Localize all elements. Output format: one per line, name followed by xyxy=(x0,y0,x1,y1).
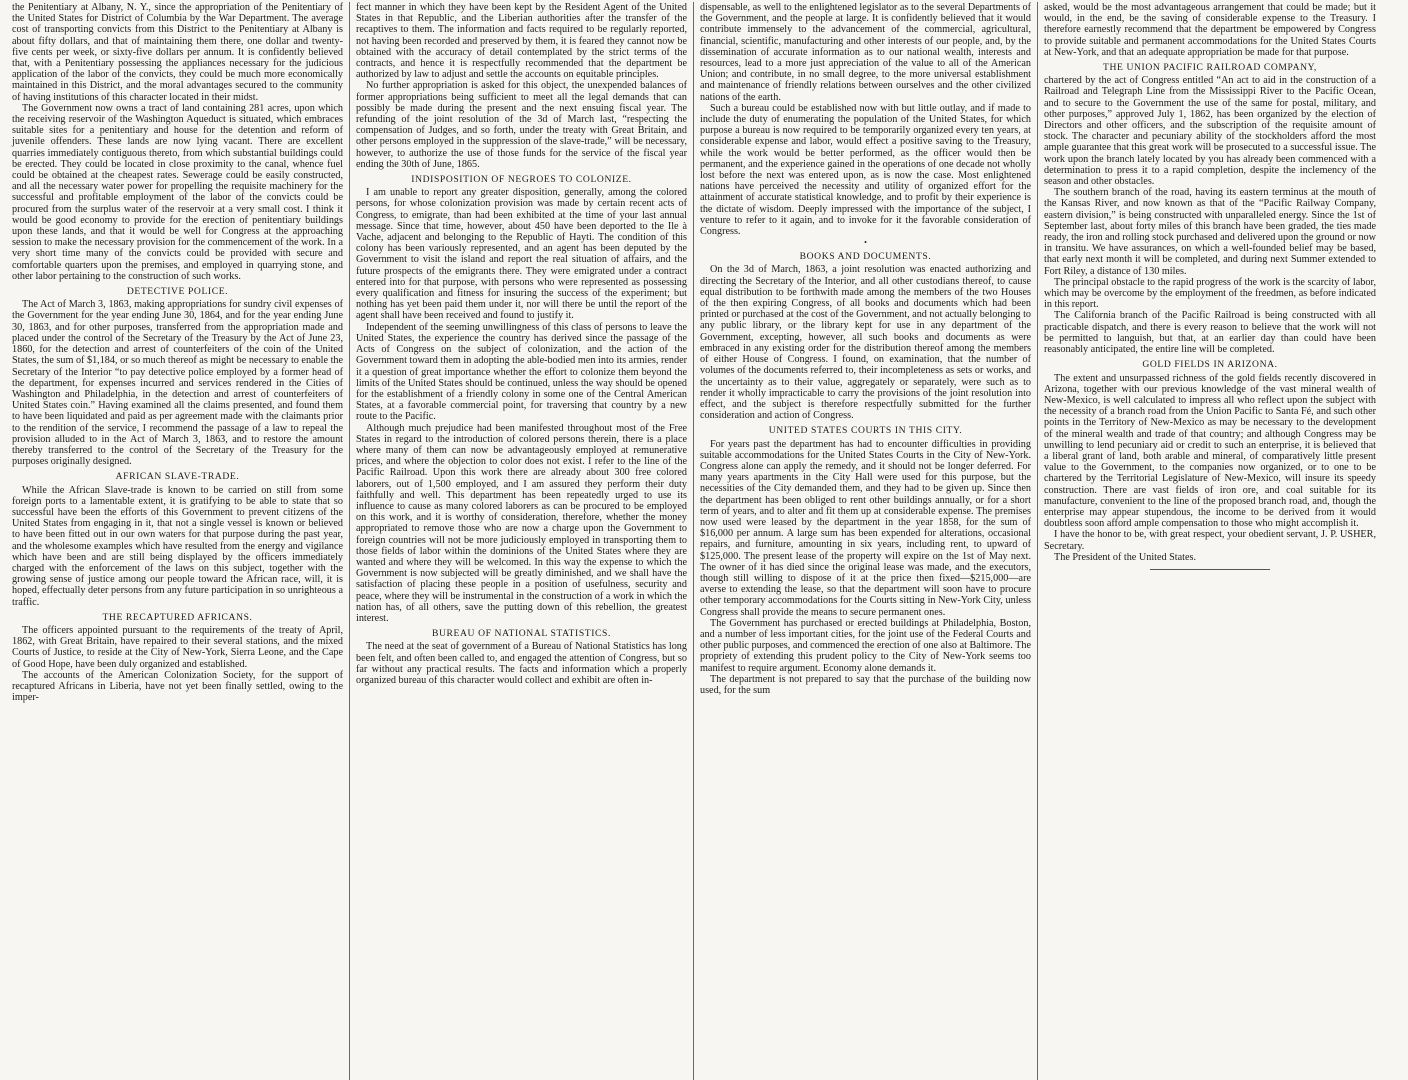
column-2 xyxy=(350,2,694,1080)
paragraph: Independent of the seeming unwillingness of this class of persons to leave the United States, the experience the country has derived since the passage of the Acts of Congress on the subject of colonization, and the action of the Government toward them in adopting the able-bodied men into its armies, render it a question of great importance whether the effort to colonize them beyond the limits of the United States should be continued, unless the way should be opened for the establishment of a friendly colony in some one of the Central American States, at a favorable commercial point, for traversing that country by a new route to the Pacific. xyxy=(356,321,687,423)
paragraph: I have the honor to be, with great respect, your obedient servant, J. P. USHER, Secretary. xyxy=(1044,529,1376,552)
paragraph: The officers appointed pursuant to the requirements of the treaty of April, 1862, with Great Britain, have repaired to their several stations, and the mixed Courts of Justice, to reside at the City of New-York, Sierra Leone, and the Cape of Good Hope, have been duly organized and established. xyxy=(12,624,343,670)
paragraph: fect manner in which they have been kept by the Resident Agent of the United States in that Republic, and the Liberian authorities after the transfer of the recaptives to them. The information and facts required to be regularly reported, not having been recorded and preserved by them, it is feared they cannot now be obtained with the accuracy of detail contemplated by the strict terms of the contracts, and hence it is respectfully recommended that the department be authorized by law to adjust and settle the accounts on equitable principles. xyxy=(356,2,687,81)
section-dot: • xyxy=(864,238,867,248)
paragraph: Although much prejudice had been manifested throughout most of the Free States in regard to the introduction of colored persons therein, there is a place where many of them can now be advantageously employed at remunerative prices, and where the objection to color does not exist. I refer to the line of the Pacific Railroad. Upon this work there are already about 300 free colored laborers, out of 1,500 employed, and I am assured they perform their duty faithfully and well. This department has been repeatedly urged to use its influence to cause as many colored laborers as can be procured to be employed on this work, and it is worthy of consideration, therefore, whether the money appropriated to remove those who are now a charge upon the Government to foreign countries will not be more judiciously employed in transporting them to those fields of labor within the dominions of the United States where they are wanted and where they will be welcomed. In this way the expense to which the Government is now subjected will be greatly diminished, and we shall have the satisfaction of placing these people in a position of usefulness, security and peace, where they will be instrumental in the construction of a work in which the nation has, of all others, save the putting down of this rebellion, the greatest interest. xyxy=(356,422,687,624)
column-4 xyxy=(1038,2,1382,1080)
paragraph: I am unable to report any greater disposition, generally, among the colored persons, for whose colonization provision was made by certain recent acts of Congress, to emigrate, than had been exhibited at the time of your last annual message. Since that time, however, about 450 have been deported to the Ile à Vache, adjacent and belonging to the Republic of Hayti. The condition of this colony has been variously represented, and an agent has been deputed by the Government to visit the island and report the real situation of affairs, and the future prospects of the emigrants there. They were emigrated under a contract entered into for that purpose, with persons who were represented as possessing every qualification and fitness for insuring the success of the experiment; but nothing has yet been paid them under it, nor will there be until the report of the agent shall have been received and found to justify it. xyxy=(356,187,687,322)
paragraph: chartered by the act of Congress entitled “An act to aid in the construction of a Railroad and Telegraph Line from the Mississippi River to the Pacific Ocean, and to secure to the Government the use of the same for postal, military, and other purposes,” approved July 1, 1862, has been organized by the election of Directors and other officers, and the subscription of the requisite amount of stock. The character and pecuniary ability of the stockholders afford the most ample guarantee that this great work will be prosecuted to a successful issue. The work upon the branch lately located by you has already been commenced with a determination to press it to a rapid completion, despite the inclemency of the season and other obstacles. xyxy=(1044,75,1376,188)
paragraph: The department is not prepared to say that the purchase of the building now used, for the sum xyxy=(700,673,1031,696)
paragraph: The California branch of the Pacific Railroad is being constructed with all practicable dispatch, and there is every reason to believe that the work will not be permitted to languish, but that, at an earlier day than could have been reasonably anticipated, the entire line will be completed. xyxy=(1044,310,1376,356)
paragraph: The need at the seat of government of a Bureau of National Statistics has long been felt, and often been called to, and engaged the attention of Congress, but so far without any practical results. The facts and information which a properly organized bureau of this character would collect and exhibit are often in- xyxy=(356,641,687,686)
section-heading: DETECTIVE POLICE. xyxy=(126,286,229,298)
paragraph: asked, would be the most advantageous arrangement that could be made; but it would, in the end, be the saving of considerable expense to the Treasury. I therefore earnestly recommend that the department be empowered by Congress to provide suitable and permanent accommodations for the United States Courts at New-York, and that an adequate appropriation be made for that purpose. xyxy=(1044,2,1376,58)
paragraph: Such a bureau could be established now with but little outlay, and if made to include the duty of enumerating the population of the United States, for which purpose a bureau is now required to be temporarily organized every ten years, at considerable expense and labor, would effect a positive saving to the Treasury, while the work would be better performed, as the officer would then be permanent, and the experience gained in the operations of one decade not wholly lost before the next was entered upon, as is now the case. Most enlightened nations have perceived the necessity and utility of organized effort for the attainment of accurate statistical knowledge, and to profit by their experience is the dictate of wisdom. Deeply impressed with the importance of the subject, I venture to refer to it again, and to invoke for it the favorable consideration of Congress. xyxy=(700,102,1031,238)
end-rule xyxy=(1150,569,1270,570)
paragraph: The Act of March 3, 1863, making appropriations for sundry civil expenses of the Government for the year ending June 30, 1864, and for the year ending June 30, 1863, and for other purposes, transferred from the appropriation made and placed under the control of the Secretary of the Treasury by the Act of June 23, 1860, for the detection and arrest of counterfeiters of the coin of the United States, the sum of $1,184, or so much thereof as might be necessary to enable the Secretary of the Interior “to pay detective police employed by a former head of the department, for expenses incurred and services rendered in the Cities of Washington and Philadelphia, in the detection and arrest of counterfeiters of United States coin.” Having examined all the claims presented, and found them to have been liquidated and paid as per agreement made with the claimants prior to the rendition of the service, I recommend the passage of a law to repeal the provision alluded to in the Act of March 3, 1863, and to restore the amount thereby transferred to the control of the Secretary of the Treasury for the purposes originally designed. xyxy=(12,299,344,468)
paragraph: The southern branch of the road, having its eastern terminus at the mouth of the Kansas River, and now known as that of the “Pacific Railway Company, eastern division,” is being constructed with unparalleled energy. Since the 1st of September last, about forty miles of this branch have been graded, the ties made ready, the iron and rolling stock purchased and delivered upon the ground or now in transitu. We have assurances, on which a well-founded belief may be based, that early next month it will be completed, and during next Summer extended to Fort Riley, a distance of 130 miles. xyxy=(1044,187,1376,277)
section-heading: INDISPOSITION OF NEGROES TO COLONIZE. xyxy=(411,174,632,186)
section-heading: AFRICAN SLAVE-TRADE. xyxy=(115,471,240,483)
paragraph: The principal obstacle to the rapid progress of the work is the scarcity of labor, which may be overcome by the employment of the freedmen, as before indicated in this report. xyxy=(1044,276,1376,311)
paragraph: The accounts of the American Colonization Society, for the support of recaptured Africans in Liberia, have not yet been finally settled, owing to the imper- xyxy=(12,669,343,704)
section-heading: GOLD FIELDS IN ARIZONA. xyxy=(1142,359,1278,371)
paragraph: For years past the department has had to encounter difficulties in providing suitable accommodations for the United States Courts in the City of New-York. Congress alone can apply the remedy, and it should not be longer deferred. For many years apartments in the City Hall were used for this purpose, but the necessities of the City demanded them, and they had to be given up. Since then the department has been obliged to rent other buildings annually, or for a short term of years, and to alter and fit them up at considerable expense. The premises now used were leased by the department in the year 1858, for the sum of $16,000 per annum. A large sum has been expended for alterations, occasional repairs, and furniture, amounting in six years, including rent, to upward of $125,000. The present lease of the property will expire on the 1st of May next. The owner of it has died since the original lease was made, and the executors, though still willing to dispose of it at the price then fixed—$215,000—are averse to extending the lease, so that the department will soon have to procure other temporary accommodations for the Courts sitting in New-York City, unless Congress shall provide the means to secure permanent ones. xyxy=(700,438,1031,618)
paragraph: The Government has purchased or erected buildings at Philadelphia, Boston, and a number of less important cities, for the joint use of the Federal Courts and other public purposes, and commenced the erection of one also at Baltimore. The propriety of extending this prudent policy to the City of New-York seems too manifest to require argument. Economy alone demands it. xyxy=(700,617,1031,674)
section-heading: BUREAU OF NATIONAL STATISTICS. xyxy=(432,628,611,640)
column-1 xyxy=(6,2,350,1080)
paragraph: The President of the United States. xyxy=(1054,551,1197,563)
paragraph: dispensable, as well to the enlightened legislator as to the several Departments of the Government, and the people at large. It is confidently believed that it would contribute immensely to the advancement of the commercial, agricultural, financial, scientific, manufacturing and other interests of our people, and, by the dissemination of accurate information as to our national wealth, interests and resources, lead to a more just appreciation of the value to all of the American Union; and contribute, in no small degree, to the more universal establishment and maintenance of friendly relations between ourselves and the other civilized nations of the earth. xyxy=(700,2,1031,103)
paragraph: the Penitentiary at Albany, N. Y., since the appropriation of the Penitentiary of the United States for District of Columbia by the War Department. The average cost of transporting convicts from this District to the Penitentiary at Albany is about fifty dollars, and that of maintaining them there, one dollar and twenty-five cents per week, or sixty-five dollars per annum. It is confidently believed that, with a Penitentiary possessing the appliances necessary for the judicious application of the labor of the convicts, they could be much more economically maintained in this District, and the moral advantages secured to the community of having institutions of this character located in their midst. xyxy=(12,2,343,103)
paragraph: No further appropriation is asked for this object, the unexpended balances of former appropriations being sufficient to meet all the legal demands that can possibly be made during the present and the next ensuing fiscal year. The refunding of the joint resolution of the 3d of March last, “respecting the compensation of Judges, and so forth, under the treaty with Great Britain, and other persons employed in the suppression of the slave-trade,” will be necessary, however, to authorize the use of those funds for the service of the fiscal year ending the 30th of June, 1865. xyxy=(356,80,687,170)
section-heading: THE UNION PACIFIC RAILROAD COMPANY, xyxy=(1103,62,1317,74)
paragraph: On the 3d of March, 1863, a joint resolution was enacted authorizing and directing the Secretary of the Interior, and all other custodians thereof, to cause equal distribution to be forthwith made among the members of the two Houses of the then expiring Congress, of all books and documents which had been printed or purchased at the cost of the Government, and not actually belonging to any public library, or the library kept for use in any department of the Government, excepting, however, all such books and documents as were embraced in any existing order for the distribution thereof among the members of either House of Congress. I found, on examination, that the number of volumes of the documents referred to, their incompleteness as sets or works, and the uncertainty as to their value, aggregately or separately, were such as to render it wholly impracticable to carry the provisions of the joint resolution into effect, and the subject is therefore respectfully submitted for the further consideration and action of Congress. xyxy=(700,264,1031,422)
paragraph: While the African Slave-trade is known to be carried on still from some foreign ports to a lamentable extent, it is gratifying to be able to state that so successful have been the efforts of this Government to prevent citizens of the United States from engaging in it, that not a single vessel is known or believed to have been fitted out in our own waters for that purpose during the past year, and the wholesome examples which have resulted from the energy and vigilance which have been and are still being displayed by the officers immediately charged with the enforcement of the laws on this subject, together with the growing sense of justice among our people toward the African race, will, it is hoped, effectually deter persons from any future participation in so unrighteous a traffic. xyxy=(12,484,343,608)
section-heading: BOOKS AND DOCUMENTS. xyxy=(799,251,932,263)
section-heading: UNITED STATES COURTS IN THIS CITY. xyxy=(768,425,963,437)
column-3 xyxy=(694,2,1038,1080)
section-heading: THE RECAPTURED AFRICANS. xyxy=(102,611,253,623)
paragraph: The Government now owns a tract of land containing 281 acres, upon which the receiving reservoir of the Washington Aqueduct is situated, which embraces suitable sites for a penitentiary and house for the detention and reform of juvenile offenders. These lands are now lying vacant. There are excellent quarries immediately contiguous thereto, from which substantial buildings could be erected. They could be located in close proximity to the canal, whence fuel could be obtained at the cheapest rates. Sewerage could be easily constructed, and all the necessary water power for propelling the requisite machinery for the successful and profitable employment of the labor of the convicts could be procured from the surplus water of the reservoir at a very small cost. I think it would be good economy to provide for the erection of penitentiary buildings upon these lands, and that it would be well for Congress at the approaching session to make the necessary provision for the commencement of the work. In a very short time many of the convicts could be provided with secure and comfortable quarters upon the premises, and employed in quarrying stone, and other labor pertaining to the construction of such works. xyxy=(12,102,343,282)
paragraph: The extent and unsurpassed richness of the gold fields recently discovered in Arizona, together with our previous knowledge of the vast mineral wealth of New-Mexico, is well calculated to impress all who reflect upon the subject with the necessity of a branch road from the Union Pacific to Santa Fé, and such other points in the Territory of New-Mexico as may be necessary to the development of the mineral wealth and trade of that country; and although Congress may be unwilling to lend pecuniary aid or credit to such an enterprise, it is believed that a liberal grant of land, both arable and mineral, of comparatively little present value to the Government, to the companies now organized, or to one to be chartered by the Territorial Legislature of New-Mexico, will insure its speedy construction. There are vast fields of iron ore, and coal suitable for its manufacture, convenient to the line of the proposed branch road, and, though the enterprise may appear stupendous, the income to be derived from it would doubtless soon afford ample compensation to those who might accomplish it. xyxy=(1044,372,1376,530)
